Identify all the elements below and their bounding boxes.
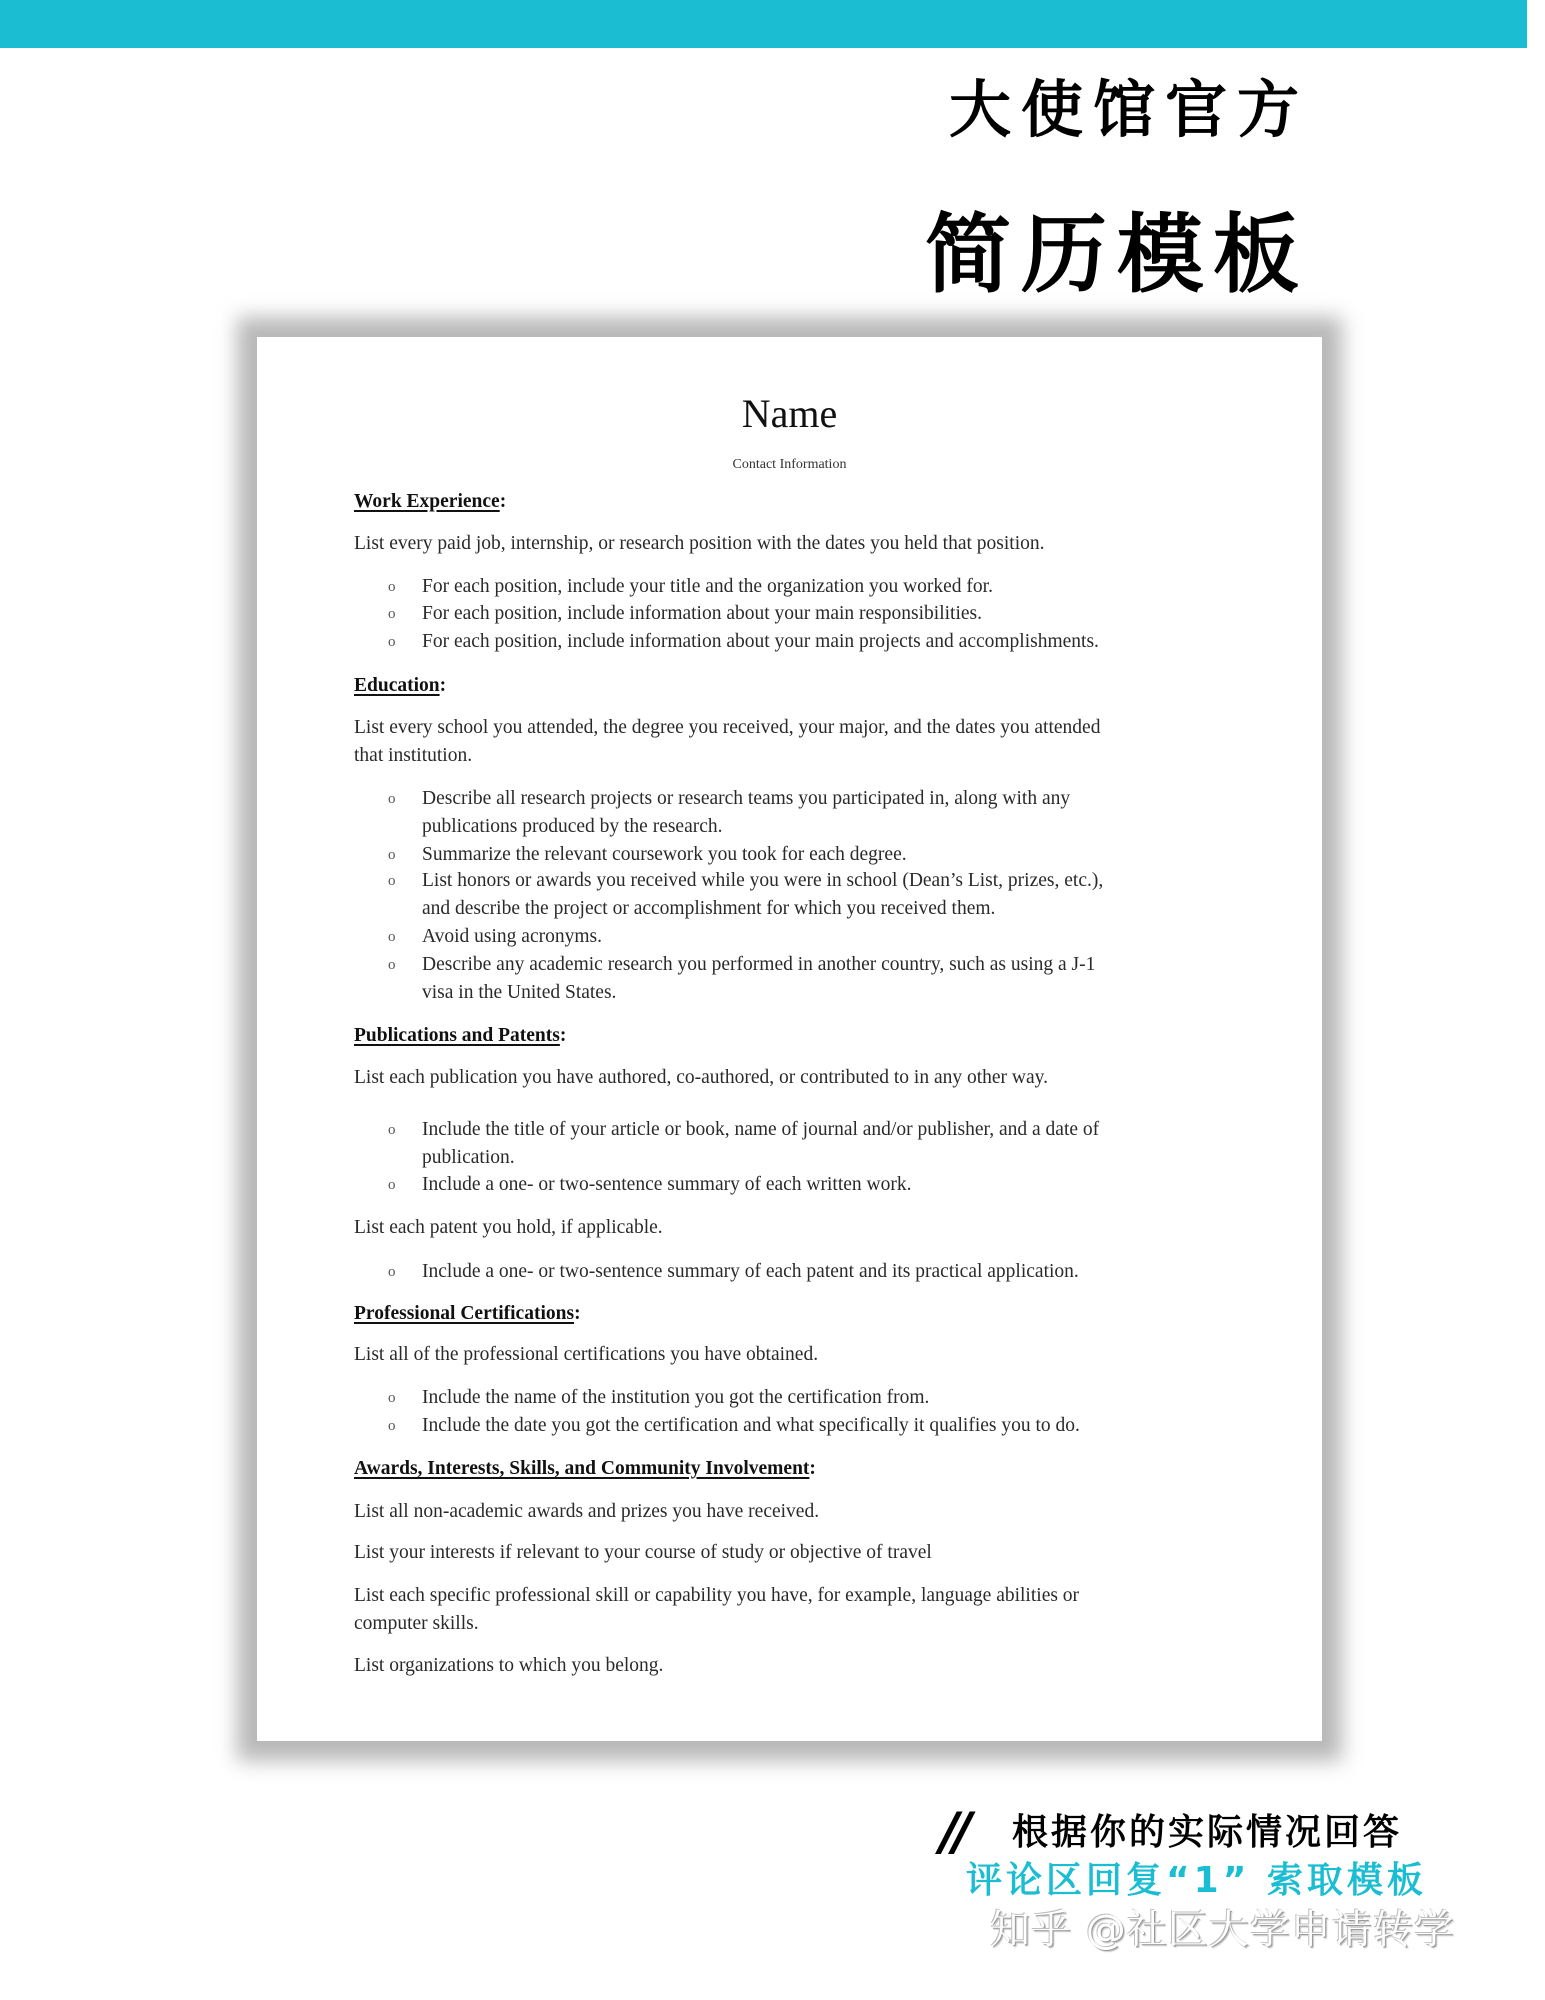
work-intro: List every paid job, internship, or research position with the dates you held that position. <box>354 533 1045 554</box>
bullet-icon: o <box>388 1264 396 1280</box>
bullet-icon: o <box>388 1418 396 1434</box>
awards-item: List organizations to which you belong. <box>354 1655 664 1676</box>
top-accent-bar <box>0 0 1527 48</box>
education-bullet: List honors or awards you received while you were in school (Dean’s List, prizes, etc.), <box>422 870 1104 891</box>
education-intro: List every school you attended, the degree you received, your major, and the dates you attended <box>354 717 1101 738</box>
doc-contact-info: Contact Information <box>732 457 847 472</box>
zhihu-watermark: 知乎 @社区大学申请转学 <box>990 1907 1455 1953</box>
work-bullet: For each position, include information about your main responsibilities. <box>422 603 982 624</box>
bullet-icon: o <box>388 1122 396 1138</box>
bullet-icon: o <box>388 1177 396 1193</box>
patent-intro: List each patent you hold, if applicable. <box>354 1217 663 1238</box>
doc-name: Name <box>741 391 838 436</box>
section-heading-publications: Publications and Patents: <box>354 1025 567 1046</box>
double-slash-icon: // <box>940 1802 966 1862</box>
bullet-icon: o <box>388 634 396 650</box>
education-bullet-cont: and describe the project or accomplishment for which you received them. <box>422 898 996 919</box>
cta-line-2: 评论区回复“1” 索取模板 <box>966 1860 1427 1901</box>
bullet-icon: o <box>388 929 396 945</box>
certifications-bullet: Include the name of the institution you got the certification from. <box>422 1387 930 1408</box>
bullet-icon: o <box>388 1390 396 1406</box>
education-bullet: Describe all research projects or research teams you participated in, along with any <box>422 788 1071 809</box>
education-intro: that institution. <box>354 745 473 766</box>
education-bullet: Summarize the relevant coursework you took for each degree. <box>422 844 907 865</box>
section-heading-education: Education: <box>354 675 447 696</box>
work-bullet: For each position, include information about your main projects and accomplishments. <box>422 631 1099 652</box>
bullet-icon: o <box>388 606 396 622</box>
work-bullet: For each position, include your title and the organization you worked for. <box>422 576 993 597</box>
bullet-icon: o <box>388 579 396 595</box>
publications-intro: List each publication you have authored, co-authored, or contributed to in any other way. <box>354 1067 1049 1088</box>
banner-title-line-2: 简历模板 <box>925 205 1309 305</box>
bullet-icon: o <box>388 791 396 807</box>
section-heading-awards: Awards, Interests, Skills, and Community Involvement: <box>354 1458 816 1479</box>
education-bullet-cont: visa in the United States. <box>422 982 617 1003</box>
patent-bullet: Include a one- or two-sentence summary of each patent and its practical application. <box>422 1261 1079 1282</box>
certifications-intro: List all of the professional certifications you have obtained. <box>354 1344 819 1365</box>
publications-bullet-cont: publication. <box>422 1147 515 1168</box>
publications-bullet: Include a one- or two-sentence summary of each written work. <box>422 1174 912 1195</box>
bullet-icon: o <box>388 873 396 889</box>
banner-title-line-1: 大使馆官方 <box>948 73 1309 146</box>
section-heading-certifications: Professional Certifications: <box>354 1303 581 1324</box>
cta-line-1: 根据你的实际情况回答 <box>1012 1812 1403 1853</box>
resume-document <box>257 337 1322 1741</box>
bullet-icon: o <box>388 957 396 973</box>
section-heading-work: Work Experience: <box>354 491 507 512</box>
education-bullet-cont: publications produced by the research. <box>422 816 723 837</box>
certifications-bullet: Include the date you got the certification and what specifically it qualifies you to do. <box>422 1415 1080 1436</box>
education-bullet: Avoid using acronyms. <box>422 926 602 947</box>
awards-item: List each specific professional skill or capability you have, for example, language abilities or <box>354 1585 1080 1606</box>
awards-item-cont: computer skills. <box>354 1613 479 1634</box>
bullet-icon: o <box>388 847 396 863</box>
education-bullet: Describe any academic research you performed in another country, such as using a J-1 <box>422 954 1096 975</box>
publications-bullet: Include the title of your article or book, name of journal and/or publisher, and a date of <box>422 1119 1100 1140</box>
awards-item: List all non-academic awards and prizes you have received. <box>354 1501 820 1522</box>
awards-item: List your interests if relevant to your course of study or objective of travel <box>354 1542 932 1563</box>
